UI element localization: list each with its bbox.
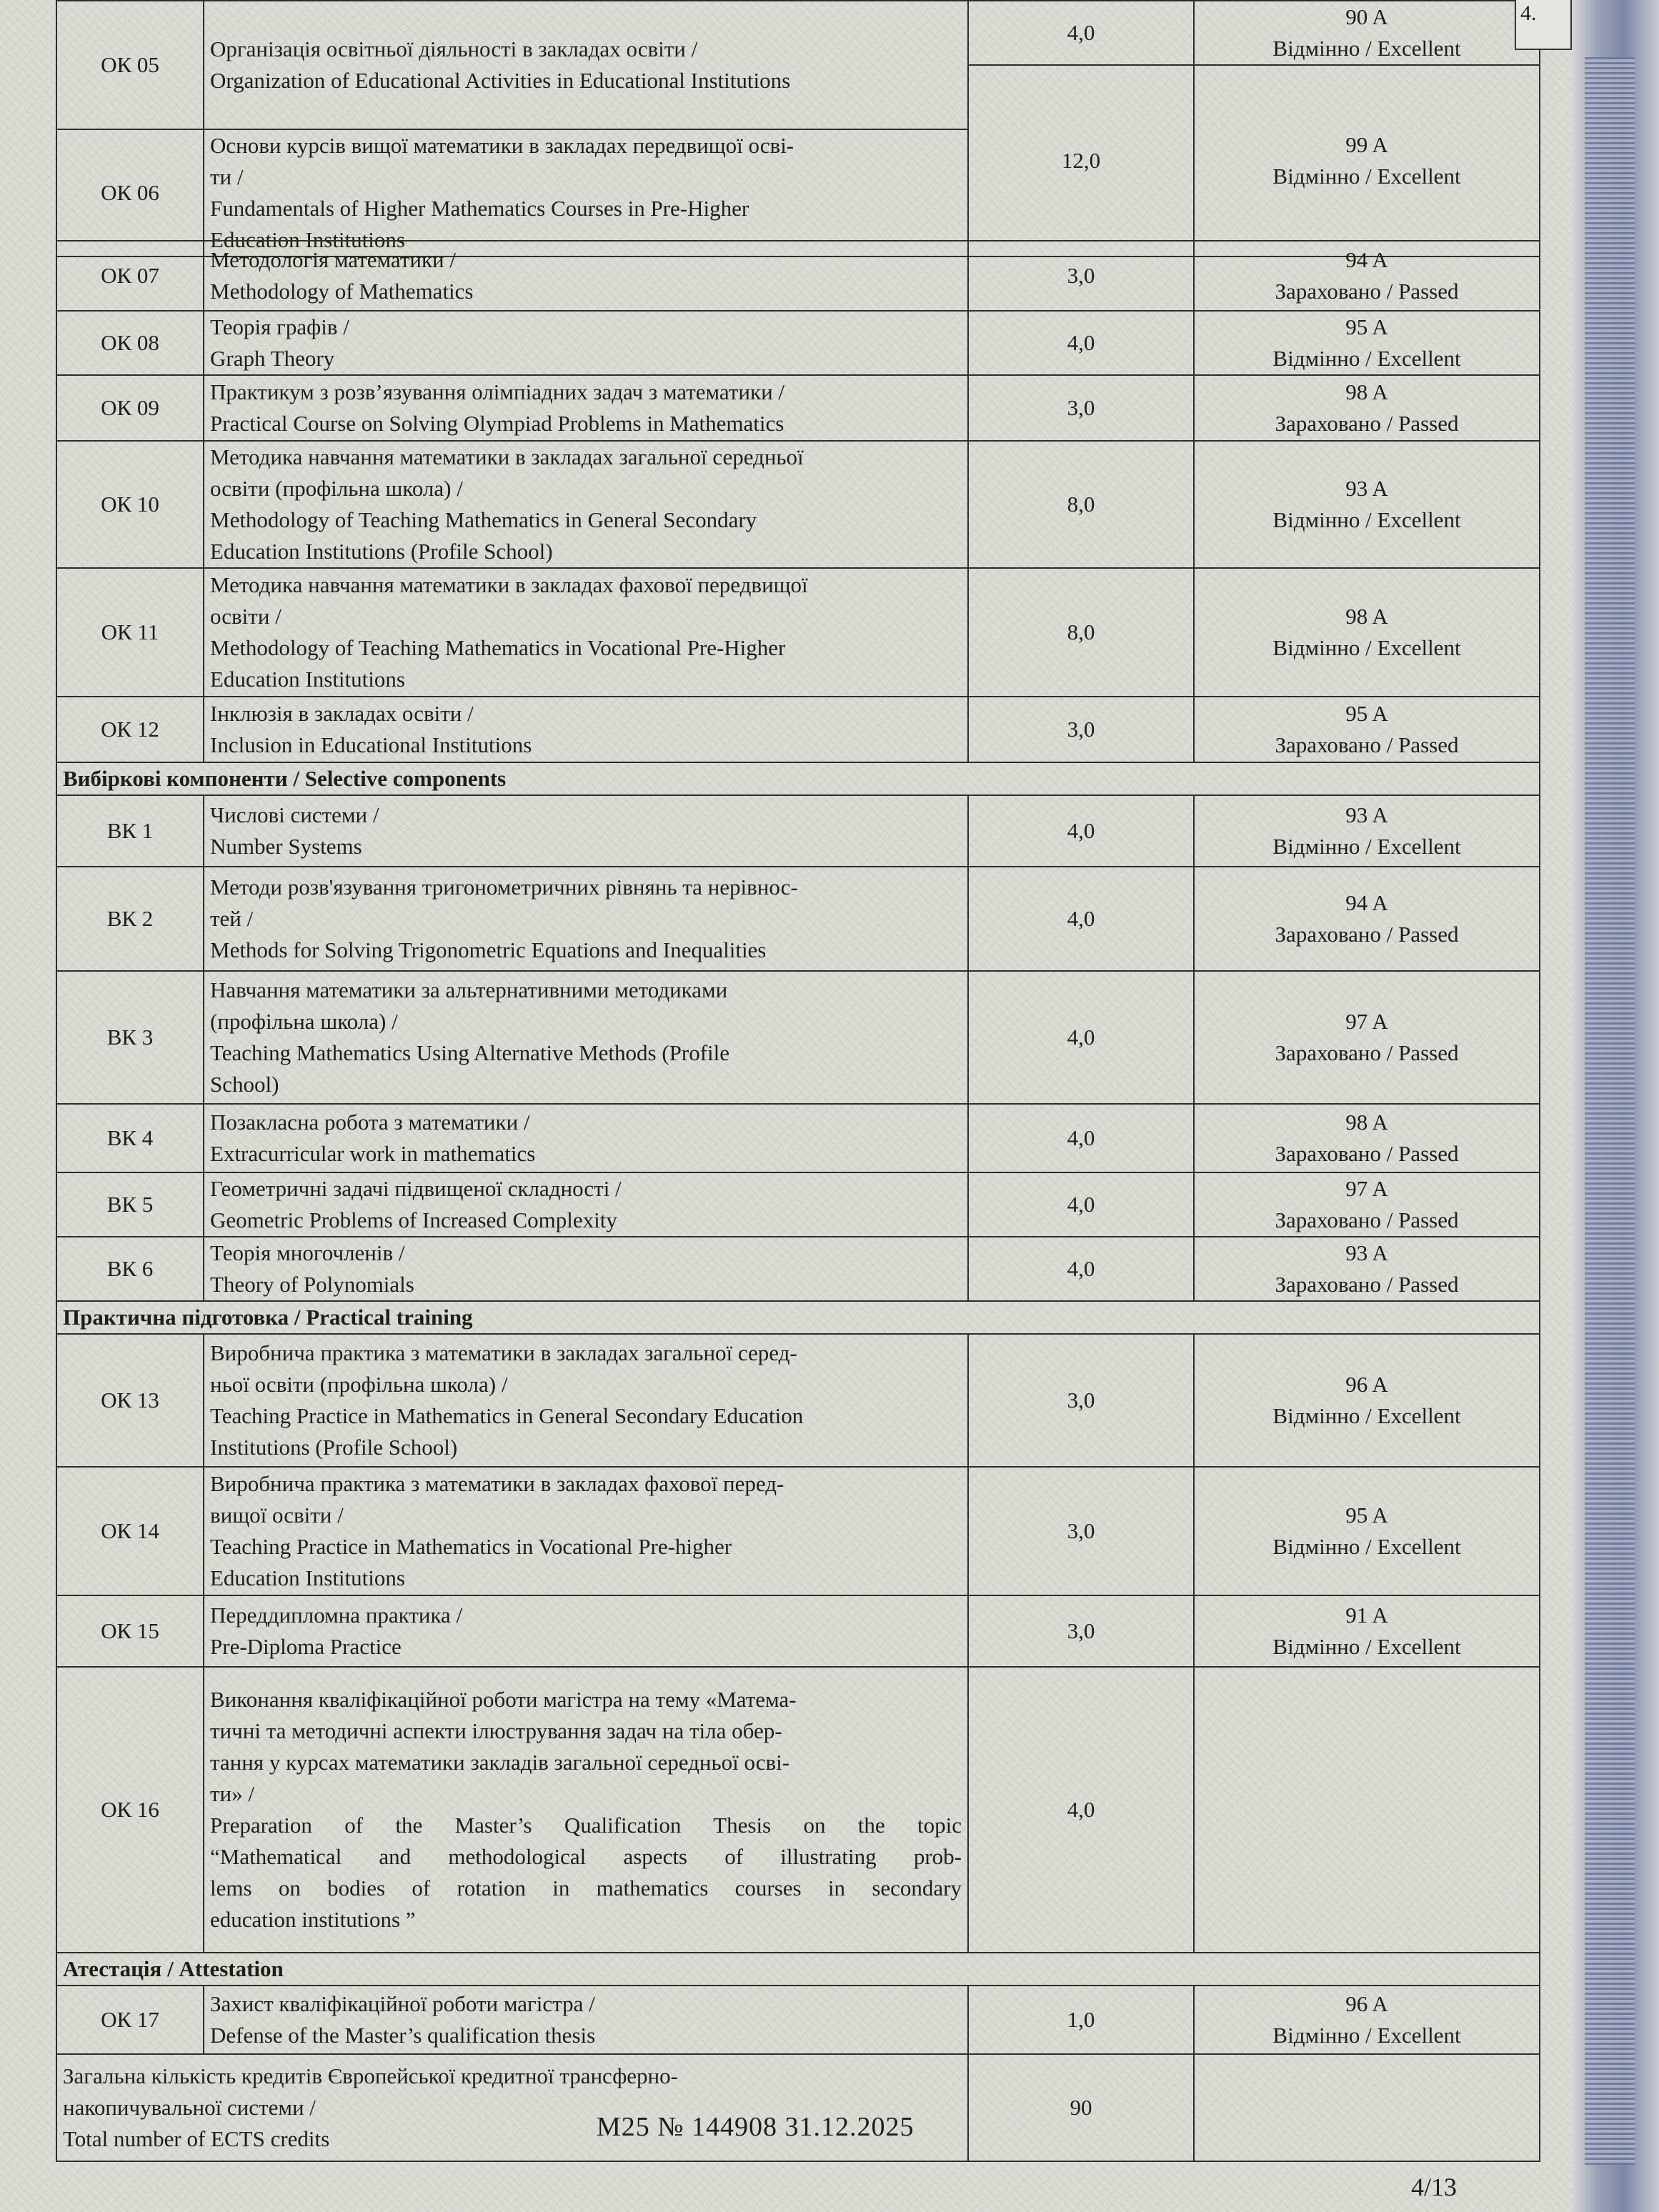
course-title: Організація освітньої діяльності в закладах освіти / Organization of Educational Activities in Educational Institutions [204,1,968,129]
course-title: Методи розв'язування тригонометричних рівнянь та нерівнос- тей / Methods for Solving Trigonometric Equations and Inequalities [204,867,968,971]
section-heading: Практична підготовка / Practical training [56,1301,1540,1334]
course-credits: 4,0 [968,1237,1194,1301]
course-credits: 3,0 [968,375,1194,441]
course-title: Методика навчання математики в закладах загальної середньої освіти (профільна школа) / Methodology of Teaching Mathematics in General Secondary Education Institutions (Profile School) [204,441,968,568]
course-credits: 4,0 [968,1667,1194,1953]
course-title: Теорія графів / Graph Theory [204,311,968,375]
section-heading: Атестація / Attestation [56,1953,1540,1986]
course-credits: 4,0 [968,971,1194,1104]
course-code: ОК 14 [56,1467,204,1595]
course-title: Переддипломна практика / Pre-Diploma Practice [204,1595,968,1667]
total-row [56,2054,1540,2161]
course-title: Методика навчання математики в закладах фахової передвищої освіти / Methodology of Teaching Mathematics in Vocational Pre-Higher Education Institutions [204,568,968,697]
course-title: Виробнича практика з математики в закладах загальної серед- ньої освіти (профільна школа) / Teaching Practice in Mathematics in General Secondary Education Institutions (Profile School) [204,1334,968,1467]
course-grade [1194,1667,1540,1953]
course-title: Геометричні задачі підвищеної складності / Geometric Problems of Increased Complexity [204,1172,968,1237]
table-row [56,241,1540,311]
course-grade: 91 A Відмінно / Excellent [1194,1595,1540,1667]
section-row [56,762,1540,795]
course-grade: 97 A Зараховано / Passed [1194,1172,1540,1237]
grades-table-body [56,240,1540,2162]
course-grade: 90 A Відмінно / Excellent [1194,1,1540,65]
course-title: Захист кваліфікаційної роботи магістра / Defense of the Master’s qualification thesis [204,1986,968,2054]
course-code: ВК 5 [56,1172,204,1237]
course-code: ОК 07 [56,241,204,311]
table-row [56,375,1540,441]
table-row [56,795,1540,867]
course-title: Практикум з розв’язування олімпіадних задач з математики / Practical Course on Solving Olympiad Problems in Mathematics [204,375,968,441]
course-code: ОК 08 [56,311,204,375]
course-credits: 3,0 [968,1334,1194,1467]
course-code: ОК 11 [56,568,204,697]
course-title: Числові системи / Number Systems [204,795,968,867]
course-credits: 4,0 [968,867,1194,971]
section-row [56,1301,1540,1334]
course-grade: 99 A Відмінно / Excellent [1194,65,1540,256]
course-credits: 4,0 [968,311,1194,375]
course-title: Навчання математики за альтернативними методиками (профільна школа) / Teaching Mathematics Using Alternative Methods (Profile School) [204,971,968,1104]
course-grade: 96 A Відмінно / Excellent [1194,1986,1540,2054]
course-credits: 3,0 [968,241,1194,311]
course-grade: 94 A Зараховано / Passed [1194,241,1540,311]
course-code: ОК 17 [56,1986,204,2054]
grades-table [56,0,1540,257]
page-number: 4/13 [1411,2173,1458,2201]
table-row [56,1667,1540,1953]
course-grade: 95 A Зараховано / Passed [1194,697,1540,762]
total-label: Загальна кількість кредитів Європейської кредитної трансферно- накопичувальної системи / Total number of ECTS credits [56,2054,968,2161]
course-title: Інклюзія в закладах освіти / Inclusion in Educational Institutions [204,697,968,762]
course-credits: 4,0 [968,1,1194,65]
course-code: ВК 1 [56,795,204,867]
course-code: ОК 15 [56,1595,204,1667]
corner-mark: 4. [1515,0,1572,50]
table-row [56,1237,1540,1301]
course-grade: 98 A Зараховано / Passed [1194,1104,1540,1172]
course-grade: 93 A Зараховано / Passed [1194,1237,1540,1301]
course-title: Позакласна робота з математики / Extracurricular work in mathematics [204,1104,968,1172]
course-code: ВК 6 [56,1237,204,1301]
total-grade-empty [1194,2054,1540,2161]
table-row [56,971,1540,1104]
document-number: М25 № 144908 31.12.2025 [597,2112,915,2142]
course-title: Виробнича практика з математики в закладах фахової перед- вищої освіти / Teaching Practice in Mathematics in Vocational Pre-higher Education Institutions [204,1467,968,1595]
table-row [56,1595,1540,1667]
table-row [56,1104,1540,1172]
course-code: ОК 13 [56,1334,204,1467]
table-row [56,568,1540,697]
course-credits: 3,0 [968,697,1194,762]
table-row [56,1986,1540,2054]
table-row [56,1,1540,65]
table-row [56,1172,1540,1237]
course-grade: 94 A Зараховано / Passed [1194,867,1540,971]
course-code: ВК 4 [56,1104,204,1172]
course-credits: 4,0 [968,1172,1194,1237]
course-credits: 3,0 [968,1595,1194,1667]
section-heading: Вибіркові компоненти / Selective components [56,762,1540,795]
table-row [56,1467,1540,1595]
course-grade: 98 A Відмінно / Excellent [1194,568,1540,697]
course-credits: 1,0 [968,1986,1194,2054]
course-credits: 4,0 [968,1104,1194,1172]
course-credits: 12,0 [968,65,1194,256]
table-row [56,867,1540,971]
course-title: Теорія многочленів / Theory of Polynomials [204,1237,968,1301]
course-code: ОК 06 [56,129,204,256]
course-code: ВК 3 [56,971,204,1104]
course-title: Основи курсів вищої математики в закладах передвищої осві- ти / Fundamentals of Higher Mathematics Courses in Pre-Higher Education Institutions [204,129,968,256]
course-grade: 93 A Відмінно / Excellent [1194,795,1540,867]
table-row [56,1334,1540,1467]
course-grade: 93 A Відмінно / Excellent [1194,441,1540,568]
diploma-border-strip [1572,0,1659,2212]
course-title: Методологія математики / Methodology of Mathematics [204,241,968,311]
course-code: ВК 2 [56,867,204,971]
table-row [56,697,1540,762]
course-code: ОК 16 [56,1667,204,1953]
course-credits: 3,0 [968,1467,1194,1595]
course-code: ОК 09 [56,375,204,441]
table-row [56,441,1540,568]
course-grade: 95 A Відмінно / Excellent [1194,1467,1540,1595]
course-grade: 96 A Відмінно / Excellent [1194,1334,1540,1467]
course-title: Виконання кваліфікаційної роботи магістра на тему «Матема- тичні та методичні аспекти ілюстрування задач на тіла обер- тання у курсах математики закладів загальної середньої осві- ти» / Preparation of the Master’s Qualification Thesis on the topic “Mathematical and methodological aspects of illustrating prob- lems on bodies of rotation in mathematics courses in secondary education institutions ” [204,1667,968,1953]
course-credits: 4,0 [968,795,1194,867]
course-credits: 8,0 [968,568,1194,697]
guilloche-pattern [1585,57,1635,2165]
course-grade: 98 A Зараховано / Passed [1194,375,1540,441]
table-row [56,311,1540,375]
course-grade: 95 A Відмінно / Excellent [1194,311,1540,375]
course-code: ОК 10 [56,441,204,568]
course-credits: 8,0 [968,441,1194,568]
course-code: ОК 05 [56,1,204,129]
section-row [56,1953,1540,1986]
total-credits: 90 [968,2054,1194,2161]
course-grade: 97 A Зараховано / Passed [1194,971,1540,1104]
course-code: ОК 12 [56,697,204,762]
